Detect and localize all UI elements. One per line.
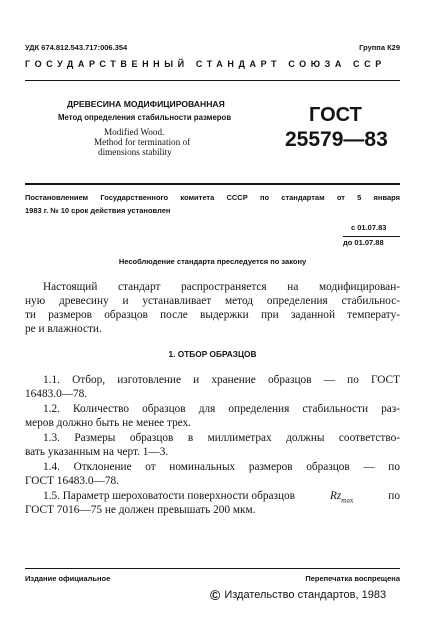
top-divider [25,80,400,81]
group-code: Группа К29 [359,43,400,52]
title-en-line3: dimensions stability [98,147,172,157]
clause-1-3-line2: вать указанным на черт. 1—3. [25,446,169,458]
copyright-icon: © [210,587,221,603]
title-divider [25,183,400,185]
gost-number: 25579—83 [285,128,388,151]
clause-1-3-line1: 1.3. Размеры образцов в миллиметрах должны соответство- [43,432,400,444]
decree-line2: 1983 г. № 10 срок действия установлен [25,206,171,215]
clause-1-5-text: 1.5. Параметр шероховатости поверхности образцов [43,490,295,502]
clause-1-2-line2: меров должно быть не менее трех. [25,417,192,429]
title-ru: ДРЕВЕСИНА МОДИФИЦИРОВАННАЯ [67,99,225,109]
intro-line3: ти размеров образцов после выдержки при заданной температу- [25,309,400,321]
section-heading: 1. ОТБОР ОБРАЗЦОВ [168,349,257,359]
validity-divider [343,236,400,237]
roughness-subscript: max [341,496,354,505]
roughness-parameter [330,489,353,507]
law-notice: Несоблюдение стандарта преследуется по закону [118,257,307,266]
title-en-line2: Method for termination of [94,137,191,147]
decree-line1: Постановлением Государственного комитета СССР по стандартам от 5 января [25,193,400,202]
publisher-line [210,587,386,603]
roughness-symbol: Rz [329,490,342,502]
intro-line2: ную древесину и устанавливает метод определения стабильнос- [25,295,400,307]
title-en-line1: Modified Wood. [104,127,165,137]
udc-code: УДК 674.812.543.717:006.354 [25,43,128,52]
gost-label: ГОСТ [309,104,362,126]
clause-1-5-text-end: по [388,490,400,502]
publisher: Издательство стандартов, 1983 [224,589,387,601]
clause-1-1-line2: 16483.0—78. [25,388,88,400]
footer-divider [25,568,400,569]
intro-line1: Настоящий стандарт распространяется на модифицирован- [43,281,400,293]
clause-1-4-line2: ГОСТ 16483.0—78. [25,475,119,487]
subtitle-ru: Метод определения стабильности размеров [58,113,232,122]
clause-1-1-line1: 1.1. Отбор, изготовление и хранение образцов — по ГОСТ [43,374,400,386]
valid-to: до 01.07.88 [343,238,384,247]
valid-from: с 01.07.83 [351,223,387,232]
clause-1-5-line2: ГОСТ 7016—75 не должен превышать 200 мкм. [25,504,256,516]
clause-1-4-line1: 1.4. Отклонение от номинальных размеров образцов — по [43,461,400,473]
clause-1-2-line1: 1.2. Количество образцов для определения стабильности раз- [43,403,400,415]
reprint-notice: Перепечатка воспрещена [305,574,400,583]
official-edition: Издание официальное [25,574,111,583]
intro-line4: ре и влажности. [25,323,102,335]
state-standard-banner: ГОСУДАРСТВЕННЫЙ СТАНДАРТ СОЮЗА ССР [25,59,386,69]
